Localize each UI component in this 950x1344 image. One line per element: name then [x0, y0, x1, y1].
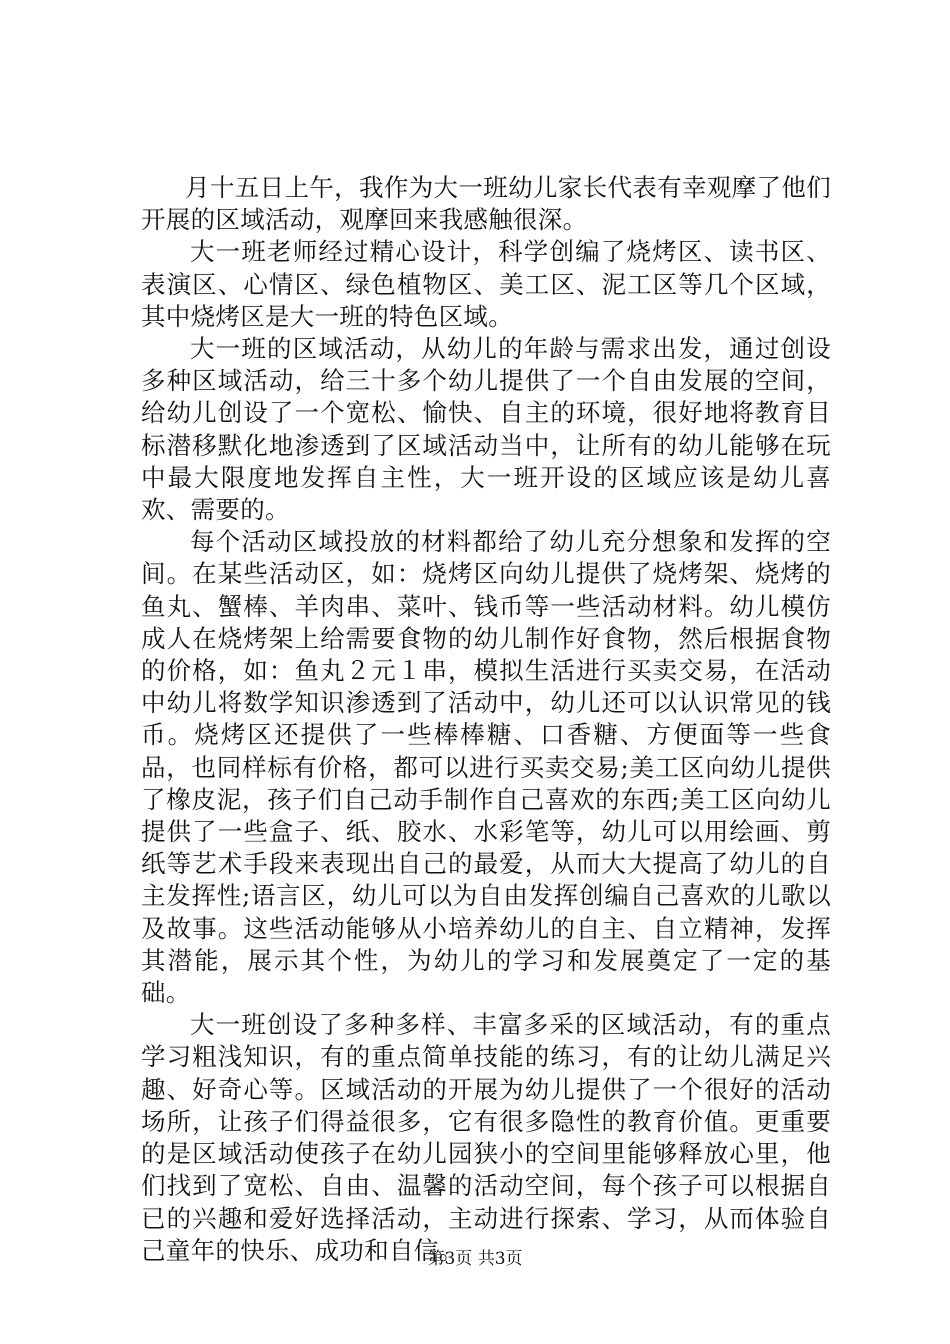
paragraph: 每个活动区域投放的材料都给了幼儿充分想象和发挥的空间。在某些活动区，如：烧烤区向幼儿提供了烧烤架、烧烤的鱼丸、蟹棒、羊肉串、菜叶、钱币等一些活动材料。幼儿模仿成人在烧烤架上给需要食物的幼儿制作好食物，然后根据食物的价格，如：鱼丸２元１串，模拟生活进行买卖交易，在活动中幼儿将数学知识渗透到了活动中，幼儿还可以认识常见的钱币。烧烤区还提供了一些棒棒糖、口香糖、方便面等一些食品，也同样标有价格，都可以进行买卖交易;美工区向幼儿提供了橡皮泥，孩子们自己动手制作自己喜欢的东西;美工区向幼儿提供了一些盒子、纸、胶水、水彩笔等，幼儿可以用绘画、剪纸等艺术手段来表现出自己的最爱，从而大大提高了幼儿的自主发挥性;语言区，幼儿可以为自由发挥创编自己喜欢的儿歌以及故事。这些活动能够从小培养幼儿的自主、自立精神，发挥其潜能，展示其个性，为幼儿的学习和发展奠定了一定的基础。 [141, 527, 831, 1008]
page-footer: 第3页 共3页 [427, 1249, 523, 1269]
document-body [141, 172, 831, 1267]
paragraph: 大一班的区域活动，从幼儿的年龄与需求出发，通过创设多种区域活动，给三十多个幼儿提供了一个自由发展的空间，给幼儿创设了一个宽松、愉快、自主的环境，很好地将教育目标潜移默化地渗透到了区域活动当中，让所有的幼儿能够在玩中最大限度地发挥自主性，大一班开设的区域应该是幼儿喜欢、需要的。 [141, 334, 831, 525]
paragraph: 大一班老师经过精心设计，科学创编了烧烤区、读书区、表演区、心情区、绿色植物区、美工区、泥工区等几个区域，其中烧烤区是大一班的特色区域。 [141, 237, 831, 331]
paragraph: 大一班创设了多种多样、丰富多采的区域活动，有的重点学习粗浅知识，有的重点简单技能的练习，有的让幼儿满足兴趣、好奇心等。区域活动的开展为幼儿提供了一个很好的活动场所，让孩子们得益很多，它有很多隐性的教育价值。更重要的是区域活动使孩子在幼儿园狭小的空间里能够释放心里，他们找到了宽松、自由、温馨的活动空间，每个孩子可以根据自已的兴趣和爱好选择活动，主动进行探索、学习，从而体验自己童年的快乐、成功和自信。 [141, 1010, 831, 1265]
paragraph: 月十五日上午，我作为大一班幼儿家长代表有幸观摩了他们开展的区域活动，观摩回来我感触很深。 [141, 173, 831, 235]
